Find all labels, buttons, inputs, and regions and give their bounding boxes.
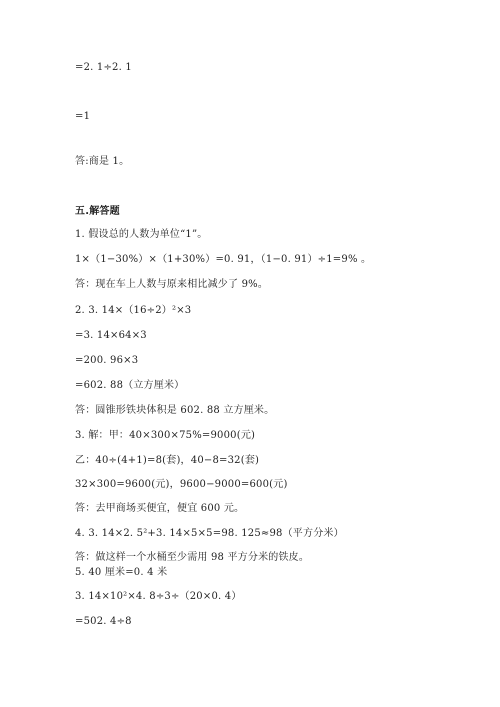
calc-line-result: =1 bbox=[75, 111, 91, 122]
problem-3-step-3: 32×300=9600(元)，9600−9000=600(元) bbox=[75, 479, 288, 490]
section-heading: 五.解答题 bbox=[75, 206, 120, 217]
problem-5-calc: 3. 14×10²×4. 8÷3÷（20×0. 4） bbox=[75, 591, 242, 602]
problem-2-step-2: =200. 96×3 bbox=[75, 355, 139, 366]
answer-line: 答:商是 1。 bbox=[75, 156, 130, 167]
problem-2-step-1: =3. 14×64×3 bbox=[75, 330, 147, 341]
problem-1-answer: 答：现在车上人数与原来相比减少了 9%。 bbox=[75, 279, 269, 290]
problem-1-intro: 1. 假设总的人数为单位“1”。 bbox=[75, 229, 208, 240]
problem-2-calc: 2. 3. 14×（16÷2）²×3 bbox=[75, 305, 192, 316]
problem-4-answer: 答：做这样一个水桶至少需用 98 平方分米的铁皮。 bbox=[75, 552, 310, 563]
problem-3-step-2: 乙：40÷(4+1)=8(套)，40−8=32(套) bbox=[75, 455, 260, 466]
problem-3-step-1: 3. 解：甲：40×300×75%=9000(元) bbox=[75, 430, 256, 441]
problem-1-calc: 1×（1−30%）×（1+30%）=0. 91，（1−0. 91）÷1=9% 。 bbox=[75, 254, 372, 265]
problem-3-answer: 答：去甲商场买便宜，便宜 600 元。 bbox=[75, 503, 245, 514]
problem-2-step-3: =602. 88（立方厘米） bbox=[75, 380, 185, 391]
calc-line-divide: =2. 1÷2. 1 bbox=[75, 62, 132, 73]
problem-4-calc: 4. 3. 14×2. 5²+3. 14×5×5=98. 125≈98（平方分米） bbox=[75, 528, 344, 539]
problem-5-conversion: 5. 40 厘米=0. 4 米 bbox=[75, 567, 168, 578]
problem-5-step-1: =502. 4÷8 bbox=[75, 616, 132, 627]
problem-2-answer: 答：圆锥形铁块体积是 602. 88 立方厘米。 bbox=[75, 405, 275, 416]
